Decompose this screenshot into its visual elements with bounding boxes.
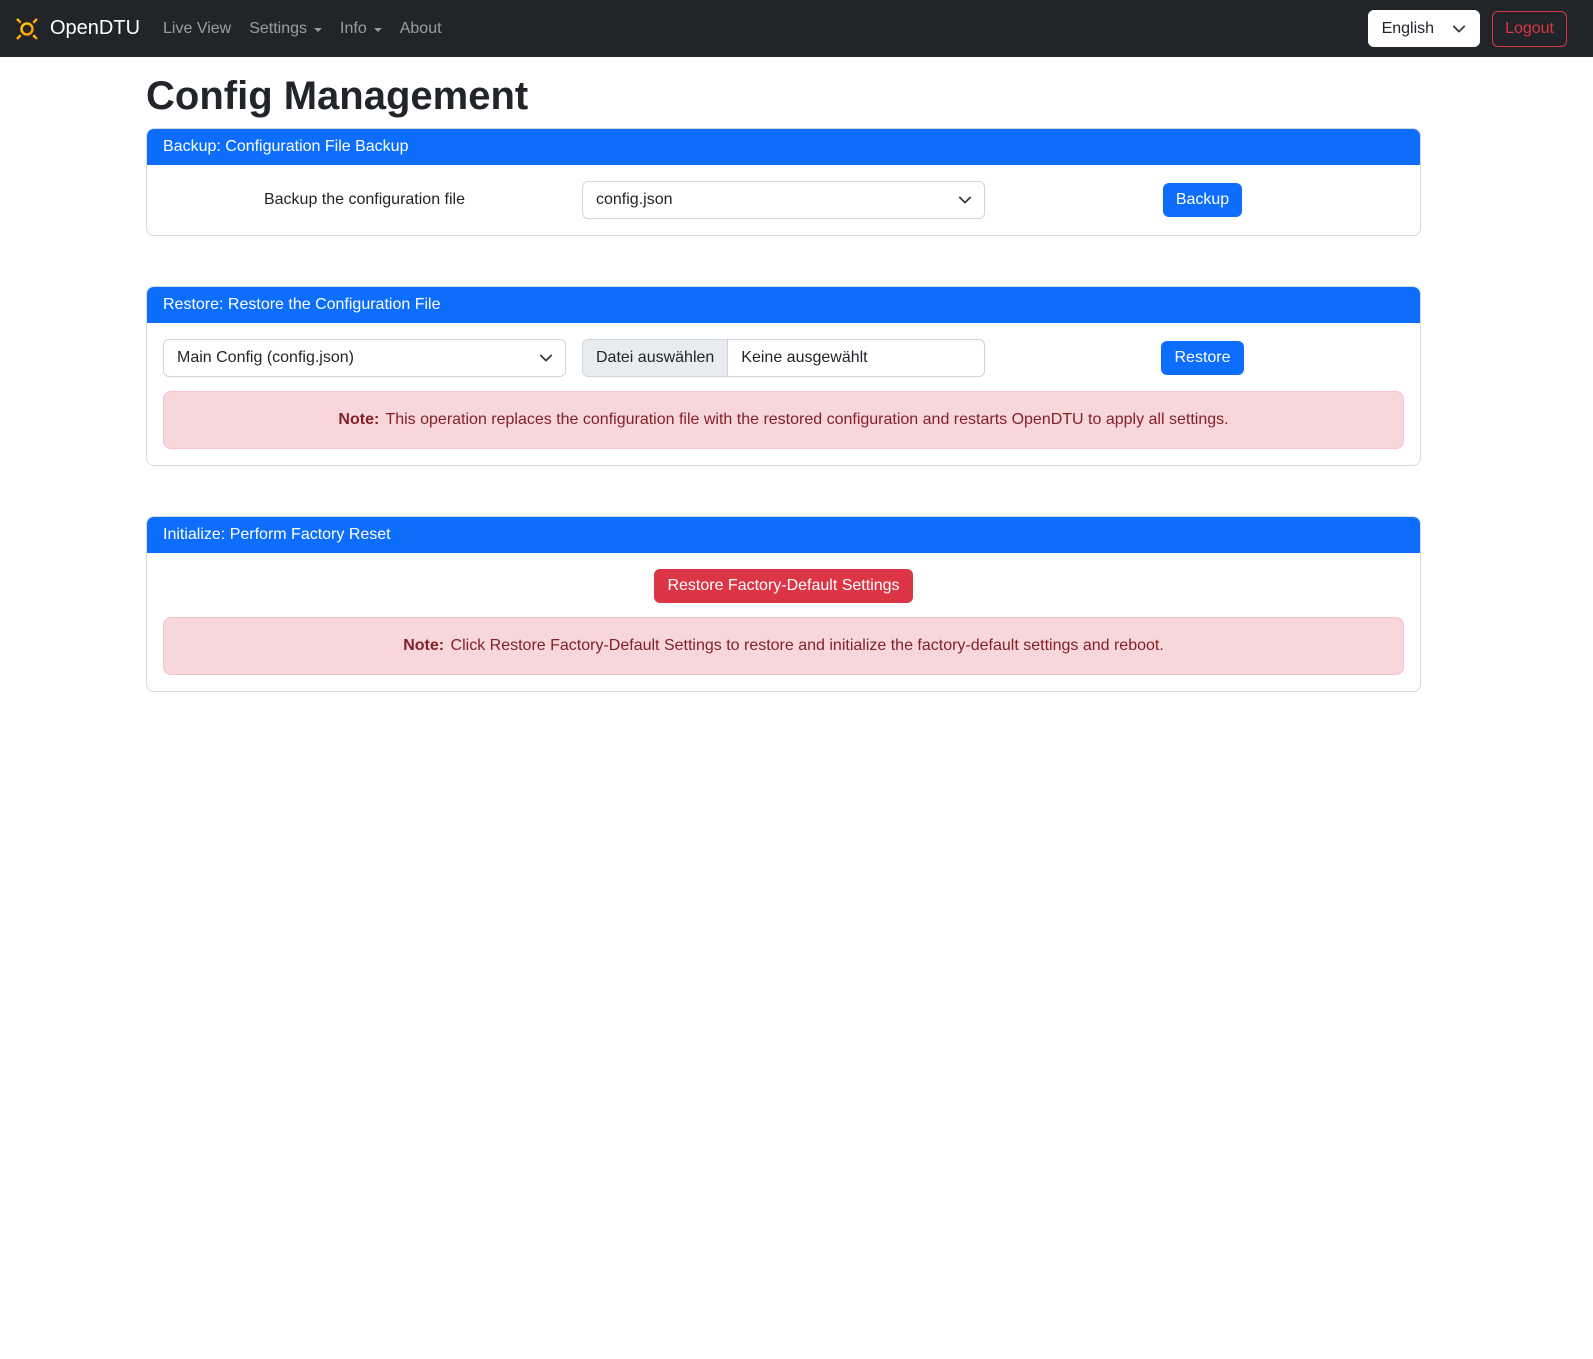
- backup-card-body: [147, 165, 1420, 235]
- restore-config-select-value: Main Config (config.json): [177, 349, 354, 366]
- chevron-down-icon: [1452, 22, 1466, 36]
- nav-item-label: Live View: [163, 19, 232, 37]
- nav-item-label: Info: [340, 19, 367, 37]
- caret-down-icon: [314, 28, 322, 32]
- nav-item-info[interactable]: [331, 12, 391, 46]
- nav-item-about[interactable]: [391, 12, 451, 46]
- sun-icon: [12, 14, 42, 44]
- language-select[interactable]: [1368, 10, 1480, 47]
- nav-item-live-view[interactable]: [154, 12, 240, 46]
- restore-card: [146, 286, 1421, 466]
- backup-button[interactable]: Backup: [1163, 183, 1242, 217]
- logout-button[interactable]: Logout: [1492, 11, 1567, 47]
- language-select-value: English: [1381, 19, 1435, 37]
- factory-reset-button[interactable]: Restore Factory-Default Settings: [654, 569, 912, 603]
- nav-item-label: Settings: [249, 19, 308, 37]
- restore-config-select[interactable]: [163, 339, 566, 377]
- brand-link[interactable]: [12, 14, 140, 44]
- note-text: This operation replaces the configuration file with the restored configuration and restarts OpenDTU to apply all settings.: [385, 411, 1229, 428]
- nav-item-label: About: [399, 19, 442, 37]
- caret-down-icon: [374, 28, 382, 32]
- chevron-down-icon: [958, 193, 972, 207]
- factory-reset-card: [146, 516, 1421, 692]
- note-text: Click Restore Factory-Default Settings to restore and initialize the factory-default settings and reboot.: [450, 637, 1164, 654]
- page-title: Config Management: [146, 74, 529, 118]
- note-prefix: Note:: [338, 411, 380, 428]
- backup-card-header: Backup: Configuration File Backup: [147, 129, 1420, 165]
- restore-note-alert: [163, 391, 1404, 449]
- backup-file-select[interactable]: [582, 181, 985, 219]
- factory-card-header: Initialize: Perform Factory Reset: [147, 517, 1420, 553]
- restore-button[interactable]: Restore: [1161, 341, 1243, 375]
- factory-card-body: [147, 553, 1420, 691]
- navbar: [0, 0, 1593, 57]
- note-prefix: Note:: [403, 637, 445, 654]
- backup-file-select-value: config.json: [596, 191, 673, 208]
- backup-file-label: Backup the configuration file: [263, 191, 465, 208]
- chevron-down-icon: [539, 351, 553, 365]
- navbar-right: [1368, 10, 1581, 47]
- brand-label: OpenDTU: [50, 17, 141, 39]
- main-content: [146, 72, 1421, 692]
- restore-file-input[interactable]: [582, 339, 985, 377]
- nav-links: [154, 12, 451, 46]
- file-status-text: Keine ausgewählt: [741, 349, 868, 366]
- nav-item-settings[interactable]: [240, 12, 331, 46]
- backup-card: [146, 128, 1421, 236]
- file-choose-button[interactable]: Datei auswählen: [583, 340, 728, 376]
- restore-card-header: Restore: Restore the Configuration File: [147, 287, 1420, 323]
- restore-card-body: [147, 323, 1420, 465]
- factory-note-alert: [163, 617, 1404, 675]
